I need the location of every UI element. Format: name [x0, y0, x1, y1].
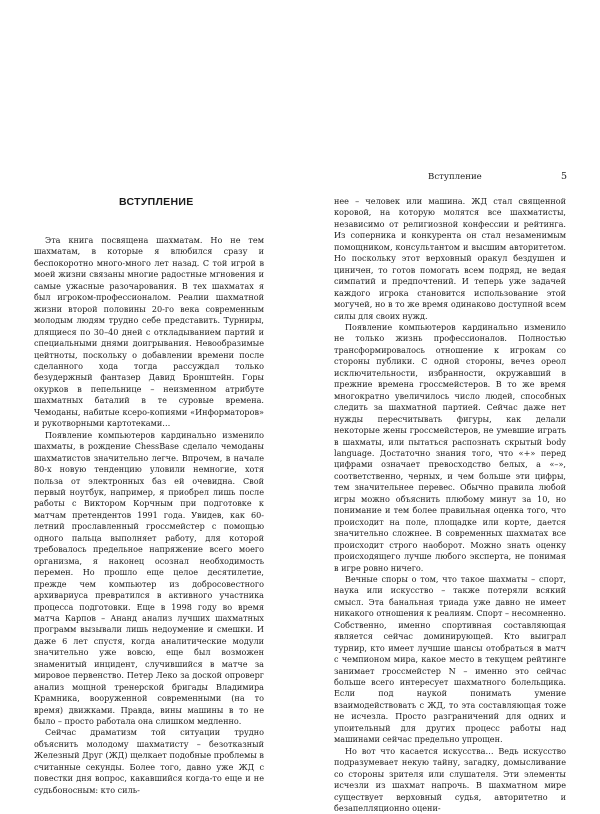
- paragraph: Вечные споры о том, что такое шахматы – спорт, наука или искусство – также потеряли всякий смысл. Эта банальная триада уже давно не имеет никакого отношения к реалиям. Спорт – несомненно. Собственно, именно спортивная составляющая является сейчас доминирующей. Кто выиграл турнир, кто имеет лучшие шансы отобраться в матч с чемпионом мира, какое место в текущем рейтинге занимает гроссмейстер N – именно это сейчас больше всего интересует шахматного болельщика. Если под наукой понимать умение взаимодействовать с ЖД, то эта составляющая тоже не исчезла. Просто разграничений для одних и упоительный для других процесс работы над машинами сейчас предельно упрощен.: [334, 573, 566, 745]
- paragraph: Появление компьютеров кардинально изменило не только жизнь профессионалов. Полностью трансформировалось отношение к игрокам со стороны публики. С одной стороны, вечез ореол исключительности, избранности, окружавший в прежние времена гроссмейстеров. В то же время многократно увеличилось число людей, способных следить за шахматной партией. Сейчас даже нет нужды пересчитывать фигуры, как делали некоторые жены гроссмейстеров, не умевшие играть в шахматы, или пытаться распознать скрытый body language. Достаточно знания того, что «+» перед цифрами означает превосходство белых, а «–», соответственно, черных, и чем больше эти цифры, тем значительнее перевес. Обычно правила любой игры можно объяснить плюбому минут за 10, но понимание и тем более правильная оценка того, что происходит на поле, площадке или корте, дается значительно сложнее. В современных шахматах все происходит строго наоборот. Можно знать оценку происходящего лучше любого эксперта, не понимая в игре ровно ничего.: [334, 321, 566, 573]
- paragraph: Эта книга посвящена шахматам. Но не тем шахматам, в которые я влюбился сразу и беспокоротно много-много лет назад. С той игрой в моей жизни связаны многие радостные мгновения и самые ужасные разочарования. В тех шахматах я был игроком-профессионалом. Реалии шахматной жизни второй половины 20-го века современным молодым людям трудно себе представить. Турниры, длящиеся по 30–40 дней с откладыванием партий и специальными днями доигрывания. Невообразимые цейтноты, поскольку о добавлении времени после сделанного хода тогда рассуждал только безудержный фантазер Давид Бронштейн. Горы окурков в пепельнице – неизменном атрибуте шахматных баталий в те суровые времена. Чемоданы, набитые ксеро-копиями «Информаторов» и рукотворными картотеками…: [34, 235, 264, 429]
- chapter-title: ВСТУПЛЕНИЕ: [119, 196, 194, 208]
- right-page: [300, 0, 600, 814]
- paragraph: Сейчас драматизм той ситуации трудно объяснить молодому шахматисту – безотказный Железный Друг (ЖД) щелкает подобные проблемы в считанные секунды. Более того, давно уже ЖД с повестки дня вопрос, какавшийся когда-то еще и не судьбоносным: кто силь-: [34, 727, 264, 795]
- paragraph: Появление компьютеров кардинально изменило шахматы, в рождение ChessBase сделало чемоданы шахматистов значительно легче. Впрочем, в начале 80-х новую тенденцию уловили немногие, хотя польза от электронных баз ей очевидна. Свой первый ноутбук, например, я приобрел лишь после работы с Виктором Корчным при подготовке к матчам претендентов 1991 года. Увидев, как 60-летний прославленный гроссмейстер с помощью одного пальца выполняет работу, для которой требовалось предельное напряжение всего моего организма, я наконец осознал необходимость перемен. Но прошло еще целое десятилетие, прежде чем компьютер из добросовестного архивариуса превратился в активного участника процесса подготовки. Еще в 1998 году во время матча Карпов – Ананд анализ лучших шахматных программ вызывали лишь недоумение и смешки. И даже 6 лет спустя, когда аналитические модули значительно уже вовсю, еще был возможен знаменитый инцидент, случившийся в матче за мировое первенство. Петер Леко за доской опроверг анализ мощной тренерской бригады Владимира Крамника, вооруженной современными (на то время) движками. Правда, вины машины в то не было – просто работала она слишком медленно.: [34, 429, 264, 727]
- paragraph: Но вот что касается искусства… Ведь искусство подразумевает некую тайну, загадку, домысливание со стороны зрителя или слушателя. Эти элементы исчезли из шахмат напрочь. В шахматном мире существует верховный судья, авторитетно и безапелляционно оцени-: [334, 745, 566, 814]
- left-page: [0, 0, 300, 795]
- paragraph: нее – человек или машина. ЖД стал священной коровой, на которую молятся все шахматисты, независимо от религиозной конфессии и рейтинга. Из соперника и конкурента он стал незаменимым помощником, консультантом и высшим авторитетом. Но поскольку этот верховный оракул бездушен и циничен, то готов помогать всем подряд, не ведая симпатий и предпочтений. И теперь уже задачей каждого игрока становится использование этой могучей, но в то же время одинаково доступной всем силы для своих нужд.: [334, 196, 566, 321]
- left-text-column: [34, 235, 264, 796]
- page-number: 5: [561, 171, 568, 182]
- running-header: Вступление: [428, 172, 482, 182]
- right-text-column: [334, 196, 566, 814]
